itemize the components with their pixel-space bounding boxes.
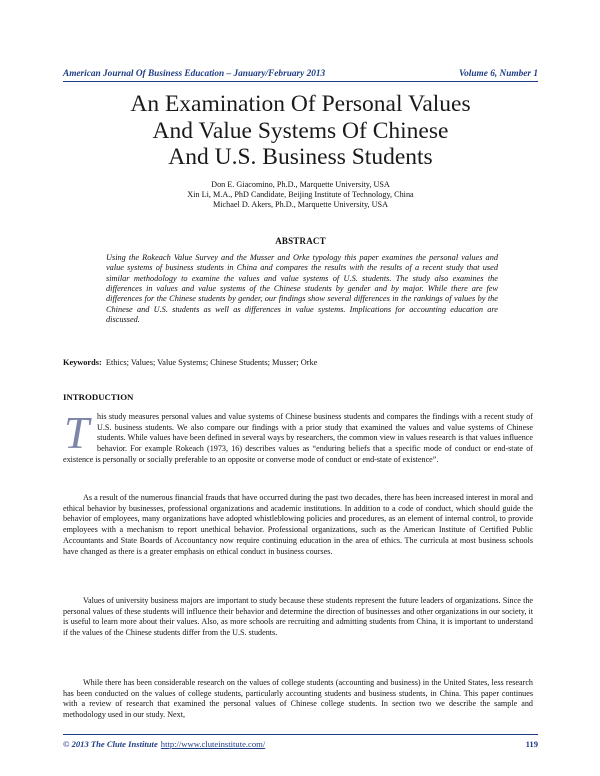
title-line: And Value Systems Of Chinese (152, 117, 449, 144)
keywords (63, 358, 538, 367)
body-paragraph: As a result of the numerous financial frauds that have occurred during the past two decades, there has been increased interest in moral and ethical behavior by businesses, professional organizations and academic institutions. In addition to a code of conduct, which should guide the behavior of employees, many organizations have adopted whistleblowing policies and procedures, as an element of internal control, to provide employees with a mechanism to report unethical behavior. Professional organizations, such as the American Institute of Certified Public Accountants and State Boards of Accountancy now require continuing education in the area of ethics. The curricula at most business schools have changed as there is a greater emphasis on ethical conduct in business courses. (63, 493, 533, 556)
keywords-text: Ethics; Values; Value Systems; Chinese Students; Musser; Orke (105, 358, 318, 367)
paper-title (63, 91, 538, 171)
copyright (63, 739, 265, 749)
footer-rule (63, 734, 538, 735)
journal-name: American Journal Of Business Education – January/February 2013 (63, 69, 326, 79)
introduction-heading: INTRODUCTION (63, 392, 134, 402)
volume-number: Volume 6, Number 1 (458, 69, 538, 79)
drop-cap: T (64, 408, 90, 458)
paragraph-text: his study measures personal values and value systems of Chinese business students and compares the findings with a recent study of U.S. business students. We also compare our findings with a prior study that examined the values and value systems of Chinese students. While values have been defined in several ways by researchers, the common view in values research is that values influence behavior. For example Rokeach (1973, 16) describes values as “enduring beliefs that a specific mode of conduct or end-state of existence is personally or socially preferable to an opposite or converse mode of conduct or end-state of existence”. (63, 412, 533, 464)
author-line: Michael D. Akers, Ph.D., Marquette University, USA (212, 200, 389, 209)
keywords-label: Keywords: (63, 358, 102, 367)
title-line: And U.S. Business Students (168, 144, 433, 170)
body-paragraph (63, 408, 533, 466)
author-line: Xin Li, M.A., PhD Candidate, Beijing Institute of Technology, China (187, 190, 414, 199)
publisher-link[interactable]: http://www.cluteinstitute.com/ (160, 739, 266, 749)
copyright-text: © 2013 The Clute Institute (63, 739, 158, 749)
page-number: 119 (525, 739, 538, 749)
title-line: An Examination Of Personal Values (130, 91, 471, 117)
author-line: Don E. Giacomino, Ph.D., Marquette University, USA (211, 180, 390, 189)
abstract-text: Using the Rokeach Value Survey and the Musser and Orke typology this paper examines the personal values and value systems of business students in China and compares the results with the results of a recent study that used similar methodology to examine the values and value systems of U.S. students. The study also examines the differences in values and value systems of the Chinese students by gender and by major. While there are few differences for the Chinese students by gender, our findings show several differences in the rankings of values by the Chinese and U.S. students as well as differences in value systems. Implications for accounting education are discussed. (106, 253, 498, 325)
page-footer (63, 739, 538, 753)
body-paragraph: While there has been considerable research on the values of college students (accounting and business) in the United States, less research has been conducted on the values of college students, particularly accounting students and business students, in China. This paper continues with a review of research that examined the personal values of Chinese college students. In section two we describe the sample and methodology used in our study. Next, (63, 678, 533, 720)
header-rule (63, 81, 538, 82)
author-list (63, 180, 538, 210)
journal-header (63, 69, 538, 82)
abstract-heading: ABSTRACT (275, 236, 326, 246)
body-paragraph: Values of university business majors are important to study because these students represent the future leaders of organizations. Since the personal values of these students will influence their behavior and determine the direction of businesses and other organizations in our society, it is useful to learn more about their values. Also, as more schools are recruiting and admitting students from China, it is important to understand if the values of the Chinese students differ from the U.S. students. (63, 596, 533, 638)
